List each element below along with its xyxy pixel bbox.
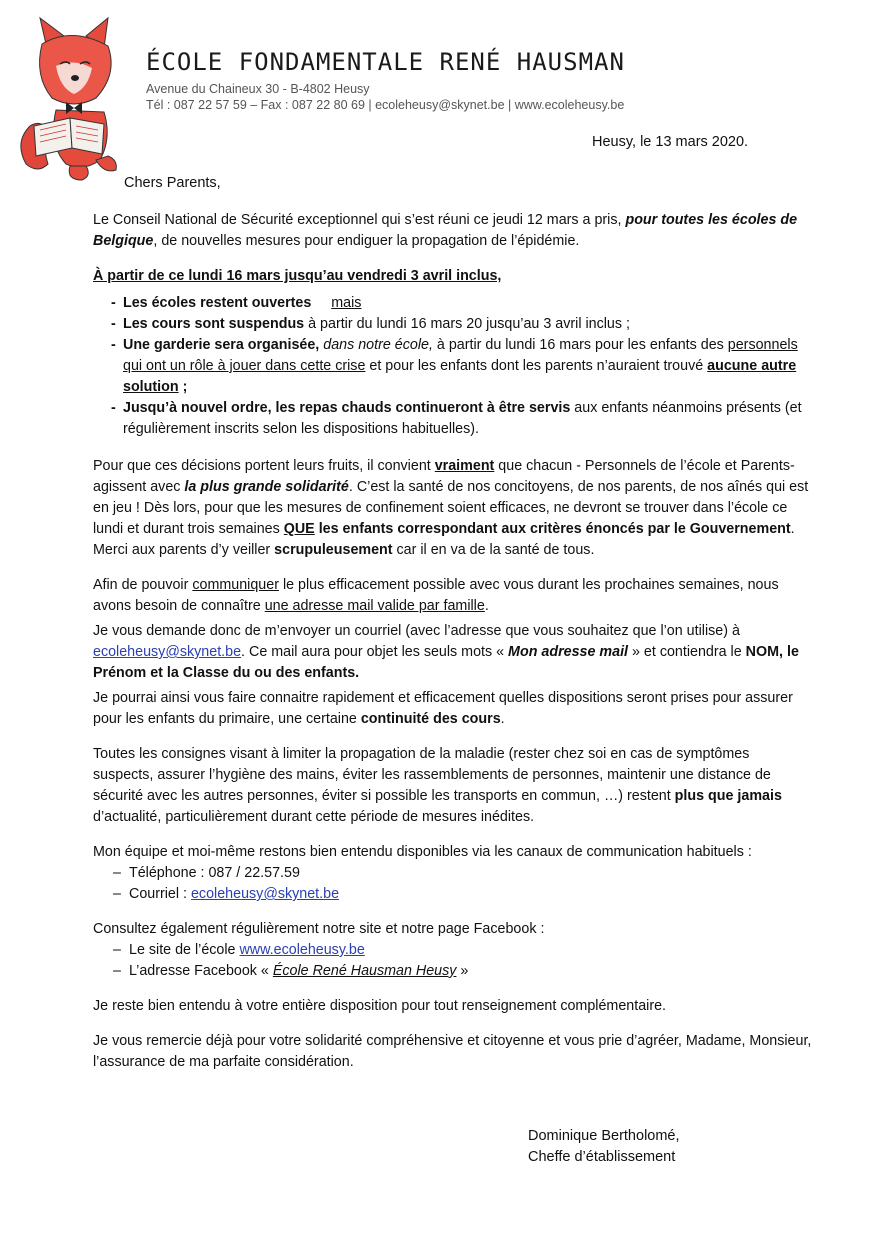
list-item: – L’adresse Facebook « École René Hausman Heusy » [129, 961, 813, 982]
greeting: Chers Parents, [124, 175, 221, 191]
signature-title: Cheffe d’établissement [528, 1149, 676, 1165]
list-item: – Courriel : ecoleheusy@skynet.be [129, 884, 813, 905]
paragraph-disposition: Je reste bien entendu à votre entière disposition pour tout renseignement complémentaire. [93, 998, 667, 1014]
paragraph-solidarity: Pour que ces décisions portent leurs fruits, il convient vraiment que chacun - Personnels de l’école et Parents- agissent avec la plus grande solidarité. C’est la santé de nos concitoyens, de nos parents, de nos aînés qui est en jeu ! Dès lors, pour que les mesures de confinement soient efficaces, ne devront se trouver dans l’école ce lundi et durant trois semaines QUE les enfants correspondant aux critères énoncés par le Gouvernement. Merci aux parents d’y veiller scrupuleusement car il en va de la santé de tous. [93, 458, 809, 558]
website-link[interactable]: www.ecoleheusy.be [239, 942, 365, 958]
signature-name: Dominique Bertholomé, [528, 1128, 680, 1144]
period-heading: À partir de ce lundi 16 mars jusqu’au vendredi 3 avril inclus, [93, 268, 502, 284]
website-list [93, 940, 813, 982]
school-address: Avenue du Chaineux 30 - B-4802 Heusy [146, 82, 370, 96]
paragraph-intro: Le Conseil National de Sécurité exceptionnel qui s’est réuni ce jeudi 12 mars a pris, pour toutes les écoles de Belgique, de nouvelles mesures pour endiguer la propagation de l’épidémie. [93, 212, 798, 249]
paragraph-website: Consultez également régulièrement notre site et notre page Facebook : [93, 921, 545, 937]
measures-list [93, 293, 813, 440]
letter-body [93, 210, 813, 1073]
fox-mascot-logo [12, 14, 132, 186]
list-item: – Téléphone : 087 / 22.57.59 [129, 863, 813, 884]
paragraph-communicate: Afin de pouvoir communiquer le plus efficacement possible avec vous durant les prochaines semaines, nous avons besoin de connaître une adresse mail valide par famille. [93, 577, 779, 614]
paragraph-continuity: Je pourrai ainsi vous faire connaitre rapidement et efficacement quelles dispositions seront prises pour assurer pour les enfants du primaire, une certaine continuité des cours. [93, 690, 793, 727]
letter-date: Heusy, le 13 mars 2020. [592, 134, 749, 150]
paragraph-instructions: Toutes les consignes visant à limiter la propagation de la maladie (rester chez soi en cas de symptômes suspects, assurer l’hygiène des mains, éviter les rassemblements de personnes, maintenir une distance de sécurité avec les autres personnes, éviter si possible les transports en commun, …) restent plus que jamais d’actualité, particulièrement durant cette période de mesures inédites. [93, 746, 782, 825]
school-name: ÉCOLE FONDAMENTALE RENÉ HAUSMAN [146, 48, 625, 76]
paragraph-availability: Mon équipe et moi-même restons bien entendu disponibles via les canaux de communication habituels : [93, 844, 752, 860]
signature-block [528, 1126, 680, 1168]
paragraph-closing: Je vous remercie déjà pour votre solidarité compréhensive et citoyenne et vous prie d’agréer, Madame, Monsieur, l’assurance de ma parfaite considération. [93, 1033, 812, 1070]
contact-list [93, 863, 813, 905]
email-link[interactable]: ecoleheusy@skynet.be [93, 644, 242, 660]
email-link[interactable]: ecoleheusy@skynet.be [190, 886, 340, 902]
list-item: – Le site de l’école www.ecoleheusy.be [129, 940, 813, 961]
list-item: - Une garderie sera organisée, dans notre école, à partir du lundi 16 mars pour les enfants des personnels qui ont un rôle à jouer dans cette crise et pour les enfants dont les parents n’auraient trouvé aucune autre solution ; [123, 335, 813, 398]
list-item: - Les écoles restent ouvertes mais [123, 293, 813, 314]
list-item: - Les cours sont suspendus à partir du lundi 16 mars 20 jusqu’au 3 avril inclus ; [123, 314, 813, 335]
facebook-page-name: École René Hausman Heusy [272, 963, 457, 979]
school-contact: Tél : 087 22 57 59 – Fax : 087 22 80 69 | ecoleheusy@skynet.be | www.ecoleheusy.be [146, 98, 625, 112]
list-item: - Jusqu’à nouvel ordre, les repas chauds continueront à être servis aux enfants néanmoins présents (et régulièrement inscrits selon les dispositions habituelles). [123, 398, 813, 440]
paragraph-email-request: Je vous demande donc de m’envoyer un courriel (avec l’adresse que vous souhaitez que l’on utilise) à ecoleheusy@skynet.be. Ce mail aura pour objet les seuls mots « Mon adresse mail » et contiendra le NOM, le Prénom et la Classe du ou des enfants. [93, 623, 799, 681]
